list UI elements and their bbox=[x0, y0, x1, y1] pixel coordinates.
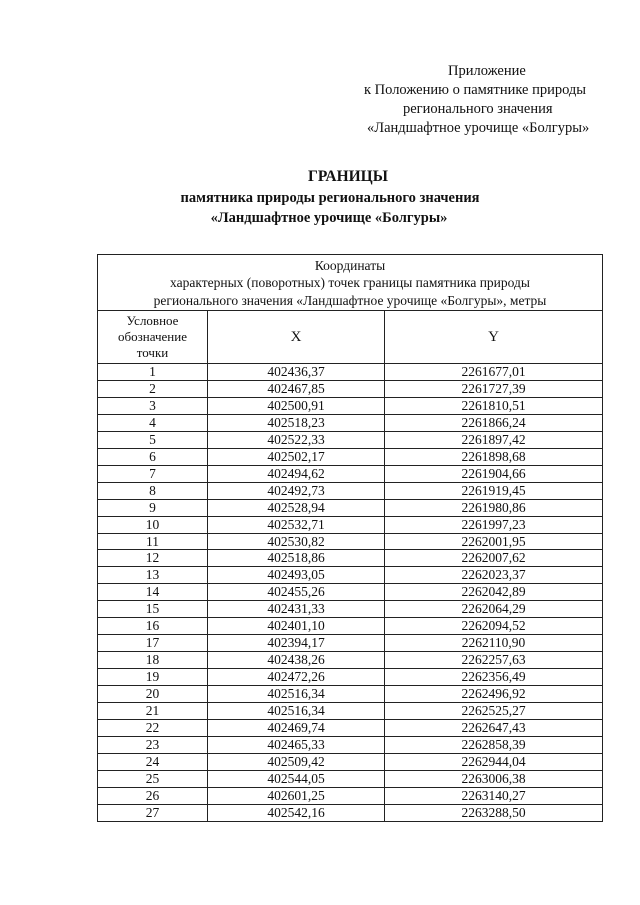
column-header-point bbox=[98, 311, 208, 364]
caption-line-3: регионального значения «Ландшафтное урочище «Болгуры», метры bbox=[153, 292, 547, 308]
cell-y-coordinate: 2261919,45 bbox=[385, 482, 603, 499]
table-row bbox=[98, 703, 603, 720]
cell-x-coordinate: 402500,91 bbox=[208, 397, 385, 414]
appendix-line-3: регионального значения bbox=[403, 101, 553, 117]
table-row bbox=[98, 584, 603, 601]
appendix-line-2: к Положению о памятнике природы bbox=[364, 82, 587, 98]
table-row bbox=[98, 669, 603, 686]
document-title bbox=[0, 166, 640, 228]
coordinates-table bbox=[97, 254, 603, 822]
column-header-x: X bbox=[208, 311, 385, 364]
cell-y-coordinate: 2262023,37 bbox=[385, 567, 603, 584]
cell-x-coordinate: 402530,82 bbox=[208, 533, 385, 550]
table-row bbox=[98, 601, 603, 618]
cell-point-number: 19 bbox=[98, 669, 208, 686]
table-row bbox=[98, 448, 603, 465]
cell-y-coordinate: 2261904,66 bbox=[385, 465, 603, 482]
table-row bbox=[98, 414, 603, 431]
table-row bbox=[98, 516, 603, 533]
table-row bbox=[98, 380, 603, 397]
cell-y-coordinate: 2262858,39 bbox=[385, 736, 603, 753]
cell-x-coordinate: 402516,34 bbox=[208, 703, 385, 720]
cell-y-coordinate: 2262007,62 bbox=[385, 550, 603, 567]
cell-x-coordinate: 402436,37 bbox=[208, 364, 385, 381]
cell-point-number: 20 bbox=[98, 686, 208, 703]
cell-point-number: 13 bbox=[98, 567, 208, 584]
cell-y-coordinate: 2261677,01 bbox=[385, 364, 603, 381]
table-body bbox=[98, 364, 603, 822]
cell-x-coordinate: 402544,05 bbox=[208, 770, 385, 787]
cell-x-coordinate: 402502,17 bbox=[208, 448, 385, 465]
cell-y-coordinate: 2261898,68 bbox=[385, 448, 603, 465]
cell-point-number: 12 bbox=[98, 550, 208, 567]
cell-y-coordinate: 2261727,39 bbox=[385, 380, 603, 397]
cell-point-number: 27 bbox=[98, 804, 208, 821]
cell-x-coordinate: 402469,74 bbox=[208, 720, 385, 737]
table-row bbox=[98, 787, 603, 804]
cell-point-number: 24 bbox=[98, 753, 208, 770]
column-header-y: Y bbox=[385, 311, 603, 364]
cell-point-number: 15 bbox=[98, 601, 208, 618]
cell-point-number: 21 bbox=[98, 703, 208, 720]
cell-y-coordinate: 2262496,92 bbox=[385, 686, 603, 703]
column-header-point-line-3: точки bbox=[136, 345, 169, 360]
cell-point-number: 8 bbox=[98, 482, 208, 499]
cell-x-coordinate: 402465,33 bbox=[208, 736, 385, 753]
appendix-note bbox=[330, 62, 630, 138]
column-header-point-line-1: Условное bbox=[126, 313, 179, 328]
caption-line-2: характерных (поворотных) точек границы памятника природы bbox=[170, 275, 530, 291]
table-row bbox=[98, 499, 603, 516]
cell-x-coordinate: 402528,94 bbox=[208, 499, 385, 516]
cell-y-coordinate: 2261997,23 bbox=[385, 516, 603, 533]
cell-x-coordinate: 402518,23 bbox=[208, 414, 385, 431]
table-row bbox=[98, 550, 603, 567]
table-row bbox=[98, 618, 603, 635]
cell-x-coordinate: 402472,26 bbox=[208, 669, 385, 686]
table-row bbox=[98, 770, 603, 787]
appendix-line-4: «Ландшафтное урочище «Болгуры» bbox=[367, 120, 590, 136]
cell-point-number: 11 bbox=[98, 533, 208, 550]
cell-x-coordinate: 402493,05 bbox=[208, 567, 385, 584]
cell-x-coordinate: 402431,33 bbox=[208, 601, 385, 618]
cell-y-coordinate: 2262647,43 bbox=[385, 720, 603, 737]
table-row bbox=[98, 652, 603, 669]
cell-y-coordinate: 2262944,04 bbox=[385, 753, 603, 770]
table-row bbox=[98, 736, 603, 753]
cell-x-coordinate: 402509,42 bbox=[208, 753, 385, 770]
cell-y-coordinate: 2261866,24 bbox=[385, 414, 603, 431]
cell-x-coordinate: 402494,62 bbox=[208, 465, 385, 482]
title-heading: ГРАНИЦЫ bbox=[308, 168, 388, 185]
cell-y-coordinate: 2263006,38 bbox=[385, 770, 603, 787]
cell-point-number: 26 bbox=[98, 787, 208, 804]
cell-y-coordinate: 2263140,27 bbox=[385, 787, 603, 804]
cell-point-number: 22 bbox=[98, 720, 208, 737]
cell-x-coordinate: 402516,34 bbox=[208, 686, 385, 703]
cell-point-number: 16 bbox=[98, 618, 208, 635]
cell-point-number: 5 bbox=[98, 431, 208, 448]
caption-line-1: Координаты bbox=[314, 257, 386, 273]
cell-point-number: 23 bbox=[98, 736, 208, 753]
table-row bbox=[98, 431, 603, 448]
cell-y-coordinate: 2261897,42 bbox=[385, 431, 603, 448]
table-row bbox=[98, 465, 603, 482]
title-line-2: памятника природы регионального значения bbox=[180, 190, 480, 206]
cell-y-coordinate: 2262110,90 bbox=[385, 635, 603, 652]
cell-x-coordinate: 402542,16 bbox=[208, 804, 385, 821]
table-row bbox=[98, 686, 603, 703]
cell-y-coordinate: 2262257,63 bbox=[385, 652, 603, 669]
cell-y-coordinate: 2262356,49 bbox=[385, 669, 603, 686]
title-line-3: «Ландшафтное урочище «Болгуры» bbox=[210, 210, 448, 226]
cell-point-number: 2 bbox=[98, 380, 208, 397]
cell-y-coordinate: 2261810,51 bbox=[385, 397, 603, 414]
cell-point-number: 10 bbox=[98, 516, 208, 533]
table-row bbox=[98, 753, 603, 770]
cell-x-coordinate: 402522,33 bbox=[208, 431, 385, 448]
cell-point-number: 6 bbox=[98, 448, 208, 465]
cell-point-number: 14 bbox=[98, 584, 208, 601]
cell-x-coordinate: 402394,17 bbox=[208, 635, 385, 652]
table-row bbox=[98, 804, 603, 821]
cell-x-coordinate: 402455,26 bbox=[208, 584, 385, 601]
table-row bbox=[98, 567, 603, 584]
column-header-point-line-2: обозначение bbox=[118, 329, 187, 344]
cell-y-coordinate: 2262094,52 bbox=[385, 618, 603, 635]
cell-y-coordinate: 2262525,27 bbox=[385, 703, 603, 720]
cell-x-coordinate: 402438,26 bbox=[208, 652, 385, 669]
cell-point-number: 7 bbox=[98, 465, 208, 482]
cell-y-coordinate: 2262001,95 bbox=[385, 533, 603, 550]
cell-point-number: 17 bbox=[98, 635, 208, 652]
cell-point-number: 9 bbox=[98, 499, 208, 516]
cell-point-number: 3 bbox=[98, 397, 208, 414]
table-row bbox=[98, 533, 603, 550]
cell-x-coordinate: 402518,86 bbox=[208, 550, 385, 567]
table-row bbox=[98, 482, 603, 499]
table-caption bbox=[98, 255, 603, 311]
table-row bbox=[98, 635, 603, 652]
cell-x-coordinate: 402601,25 bbox=[208, 787, 385, 804]
cell-x-coordinate: 402467,85 bbox=[208, 380, 385, 397]
cell-x-coordinate: 402401,10 bbox=[208, 618, 385, 635]
cell-y-coordinate: 2261980,86 bbox=[385, 499, 603, 516]
cell-y-coordinate: 2262064,29 bbox=[385, 601, 603, 618]
cell-y-coordinate: 2263288,50 bbox=[385, 804, 603, 821]
cell-point-number: 1 bbox=[98, 364, 208, 381]
cell-x-coordinate: 402532,71 bbox=[208, 516, 385, 533]
table-row bbox=[98, 397, 603, 414]
appendix-line-1: Приложение bbox=[448, 63, 526, 79]
cell-point-number: 4 bbox=[98, 414, 208, 431]
cell-x-coordinate: 402492,73 bbox=[208, 482, 385, 499]
table-row bbox=[98, 720, 603, 737]
table-row bbox=[98, 364, 603, 381]
cell-y-coordinate: 2262042,89 bbox=[385, 584, 603, 601]
cell-point-number: 25 bbox=[98, 770, 208, 787]
cell-point-number: 18 bbox=[98, 652, 208, 669]
